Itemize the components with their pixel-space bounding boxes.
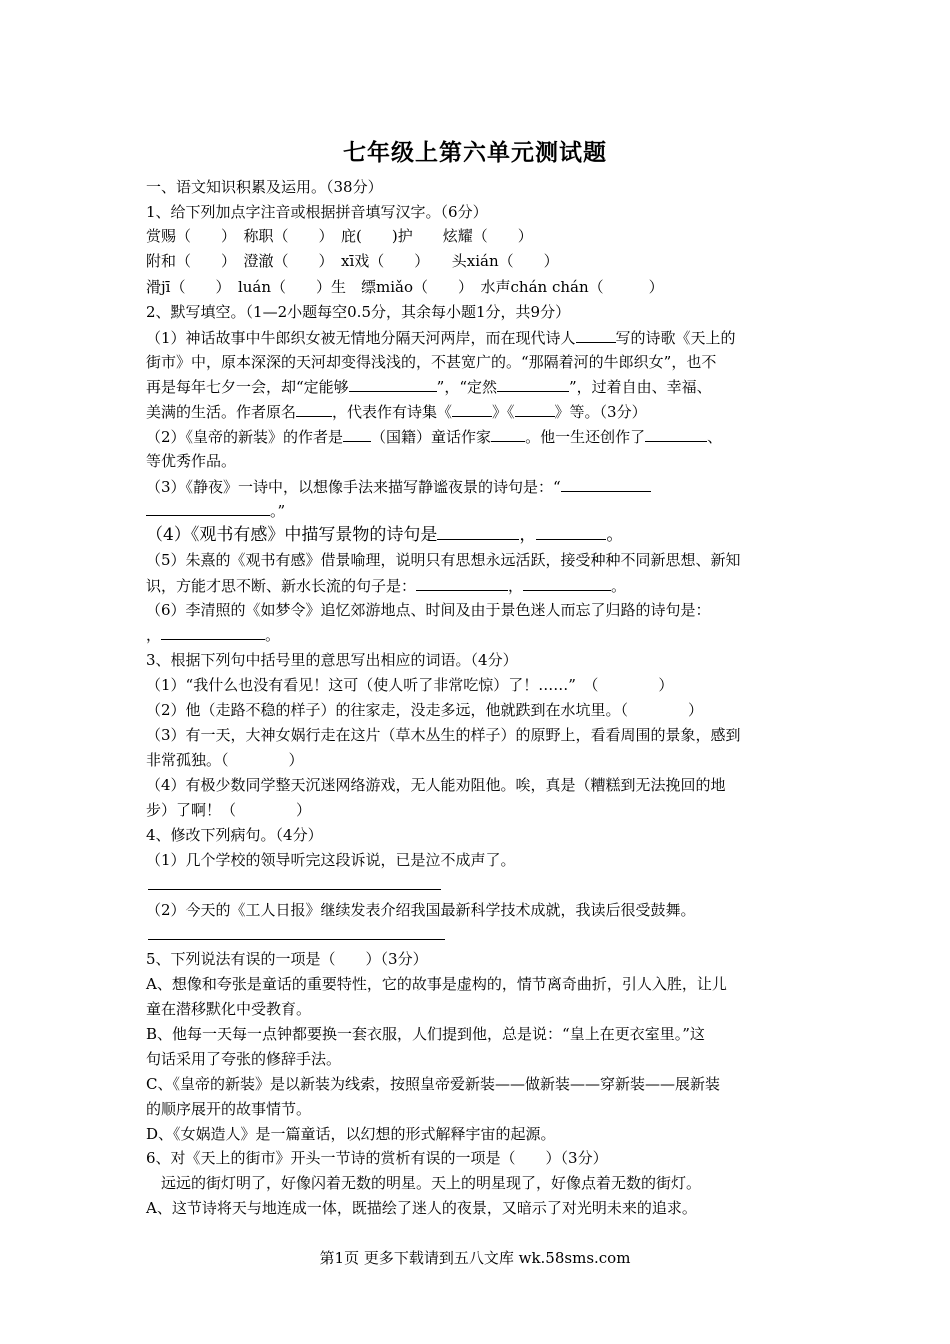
question-3-heading: 3、根据下列句中括号里的意思写出相应的词语。（4分） <box>146 651 518 669</box>
question-5-option-c-line-1: C、《皇帝的新装》是以新装为线索，按照皇帝爱新装——做新装——穿新装——展新装 <box>146 1075 720 1093</box>
question-2-item-6-line-2: ， 。 <box>146 626 281 644</box>
question-2-item-1-line-2: 街市》中，原本深深的天河却变得浅浅的，不甚宽广的。“那隔着河的牛郎织女”，也不 <box>146 353 717 371</box>
question-2-item-5-line-1: （5）朱熹的《观书有感》借景喻理，说明只有思想永远活跃，接受种种不同新思想、新知 <box>146 551 741 569</box>
answer-line[interactable] <box>148 889 441 890</box>
question-3-item-4-line-1: （4）有极少数同学整天沉迷网络游戏，无人能劝阻他。唉，真是（糟糕到无法挽回的地 <box>146 776 726 794</box>
question-6-heading: 6、对《天上的街市》开头一节诗的赏析有误的一项是（ ）（3分） <box>146 1149 608 1167</box>
question-1-heading: 1、给下列加点字注音或根据拼音填写汉字。（6分） <box>146 203 488 221</box>
question-2-item-4: （4）《观书有感》中描写景物的诗句是 ， 。 <box>146 525 624 545</box>
question-4-heading: 4、修改下列病句。（4分） <box>146 826 323 844</box>
fill-blank[interactable] <box>491 426 525 442</box>
question-2-item-3-line-2: 。” <box>146 500 285 521</box>
question-6-poem: 远远的街灯明了，好像闪着无数的明星。天上的明星现了，好像点着无数的街灯。 <box>146 1174 702 1192</box>
question-5-option-d: D、《女娲造人》是一篇童话，以幻想的形式解释宇宙的起源。 <box>146 1125 556 1143</box>
question-4-item-2: （2）今天的《工人日报》继续发表介绍我国最新科学技术成就，我读后很受鼓舞。 <box>146 901 696 919</box>
question-1-row-2: 附和（ ） 澄澈（ ） xī戏（ ） 头xián（ ） <box>146 252 559 270</box>
question-2-item-2-line-2: 等优秀作品。 <box>146 452 237 470</box>
fill-blank[interactable] <box>497 376 569 392</box>
question-2-item-2-line-1: （2）《皇帝的新装》的作者是 （国籍）童话作家 。他一生还创作了 、 <box>146 428 723 446</box>
question-5-option-b-line-1: B、他每一天每一点钟都要换一套衣服，人们提到他，总是说：“皇上在更衣室里。”这 <box>146 1025 705 1043</box>
fill-blank[interactable] <box>523 575 611 591</box>
fill-blank[interactable] <box>452 401 492 417</box>
fill-blank[interactable] <box>296 401 332 417</box>
question-5-heading: 5、下列说法有误的一项是（ ）（3分） <box>146 950 428 968</box>
fill-blank[interactable] <box>576 327 616 343</box>
fill-blank[interactable] <box>416 575 508 591</box>
fill-blank[interactable] <box>515 401 555 417</box>
fill-blank[interactable] <box>536 524 606 540</box>
question-4-item-1: （1）几个学校的领导听完这段诉说，已是泣不成声了。 <box>146 851 516 869</box>
question-2-heading: 2、默写填空。（1—2小题每空0.5分，其余每小题1分，共9分） <box>146 303 571 321</box>
question-5-option-a-line-1: A、想像和夸张是童话的重要特性，它的故事是虚构的，情节离奇曲折，引人入胜，让儿 <box>146 975 727 993</box>
page-title: 七年级上第六单元测试题 <box>343 139 607 166</box>
question-6-option-a: A、这节诗将天与地连成一体，既描绘了迷人的夜景，又暗示了对光明未来的追求。 <box>146 1199 697 1217</box>
question-2-item-1-line-1: （1）神话故事中牛郎织女被无情地分隔天河两岸，而在现代诗人 写的诗歌《天上的 <box>146 329 736 347</box>
fill-blank[interactable] <box>349 376 437 392</box>
question-3-item-3-line-1: （3）有一天，大神女娲行走在这片（草木丛生的样子）的原野上，看看周围的景象，感到 <box>146 726 741 744</box>
question-5-option-b-line-2: 句话采用了夸张的修辞手法。 <box>146 1050 342 1068</box>
question-5-option-c-line-2: 的顺序展开的故事情节。 <box>146 1100 312 1118</box>
question-5-option-a-line-2: 童在潜移默化中受教育。 <box>146 1000 312 1018</box>
question-2-item-6-line-1: （6）李清照的《如梦令》追忆郊游地点、时间及由于景色迷人而忘了归路的诗句是： <box>146 601 711 619</box>
question-1-row-1: 赏赐（ ） 称职（ ） 庇( )护 炫耀（ ） <box>146 227 533 245</box>
answer-line[interactable] <box>148 939 445 940</box>
question-3-item-2: （2）他（走路不稳的样子）的往家走，没走多远，他就跌到在水坑里。（ ） <box>146 701 704 719</box>
fill-blank[interactable] <box>437 524 519 540</box>
question-1-row-3: 滑jī（ ） luán（ ）生 缥miǎo（ ） 水声chán chán（ ） <box>146 278 664 296</box>
question-3-item-4-line-2: 步）了啊！（ ） <box>146 801 312 819</box>
fill-blank[interactable] <box>343 426 371 442</box>
question-3-item-1: （1）“我什么也没有看见！这可（使人听了非常吃惊）了！……” （ ） <box>146 676 674 694</box>
fill-blank[interactable] <box>561 476 651 492</box>
section-one-heading: 一、语文知识积累及运用。（38分） <box>146 178 383 196</box>
fill-blank[interactable] <box>161 624 265 640</box>
fill-blank[interactable] <box>645 426 707 442</box>
question-2-item-3-line-1: （3）《静夜》一诗中，以想像手法来描写静谧夜景的诗句是：“ <box>146 476 651 497</box>
question-3-item-3-line-2: 非常孤独。（ ） <box>146 751 304 769</box>
question-2-item-1-line-4: 美满的生活。作者原名 ，代表作有诗集《 》《 》等。（3分） <box>146 403 647 421</box>
page-footer: 第1页 更多下载请到五八文库 wk.58sms.com <box>319 1249 631 1267</box>
question-2-item-5-line-2: 识，方能才思不断、新水长流的句子是： ， 。 <box>146 577 627 595</box>
fill-blank[interactable] <box>146 500 270 516</box>
question-2-item-1-line-3: 再是每年七夕一会，却“定能够 ”，“定然 ”，过着自由、幸福、 <box>146 378 712 396</box>
